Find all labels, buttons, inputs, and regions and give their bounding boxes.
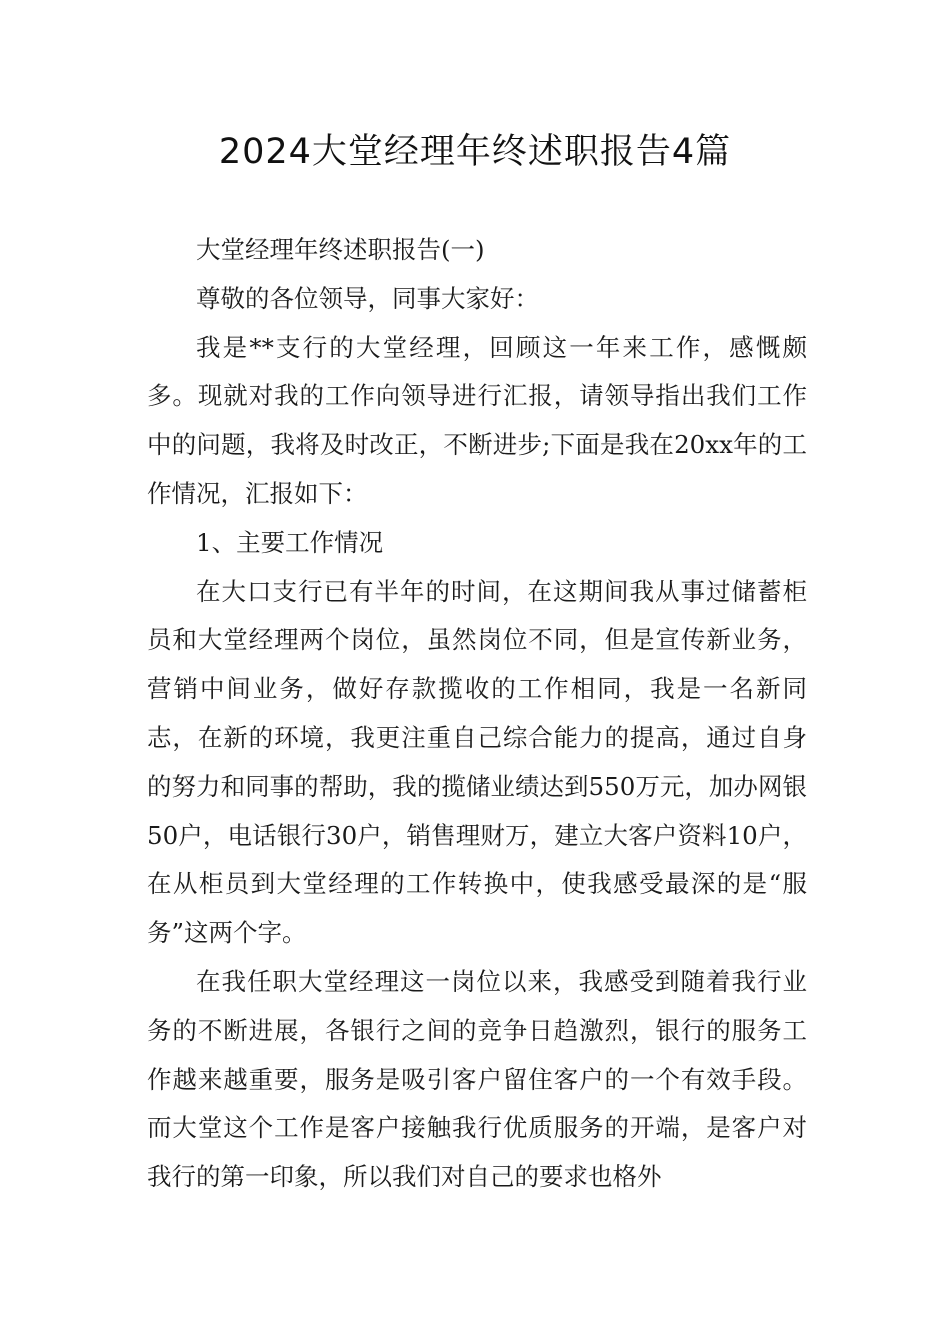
document-title: 2024大堂经理年终述职报告4篇 — [218, 132, 732, 172]
document-body — [147, 226, 807, 1202]
body-paragraph: 在大口支行已有半年的时间，在这期间我从事过储蓄柜员和大堂经理两个岗位，虽然岗位不同，但是宣传新业务，营销中间业务，做好存款揽收的工作相同，我是一名新同志，在新的环境，我更注重自己综合能力的提高，通过自身的努力和同事的帮助，我的揽储业绩达到550万元，加办网银50户，电话银行30户，销售理财万，建立大客户资料10户，在从柜员到大堂经理的工作转换中，使我感受最深的是“服务”这两个字。 — [147, 576, 807, 948]
body-paragraph: 在我任职大堂经理这一岗位以来，我感受到随着我行业务的不断进展，各银行之间的竞争日趋激烈，银行的服务工作越来越重要，服务是吸引客户留住客户的一个有效手段。而大堂这个工作是客户接触我行优质服务的开端，是客户对我行的第一印象，所以我们对自己的要求也格外 — [147, 966, 807, 1192]
body-paragraph: 我是**支行的大堂经理，回顾这一年来工作，感慨颇多。现就对我的工作向领导进行汇报，请领导指出我们工作中的问题，我将及时改正，不断进步;下面是我在20xx年的工作情况，汇报如下： — [147, 332, 807, 508]
salutation: 尊敬的各位领导，同事大家好： — [196, 283, 539, 313]
section-heading: 大堂经理年终述职报告(一) — [196, 235, 485, 264]
subsection-heading: 1、主要工作情况 — [196, 527, 384, 557]
